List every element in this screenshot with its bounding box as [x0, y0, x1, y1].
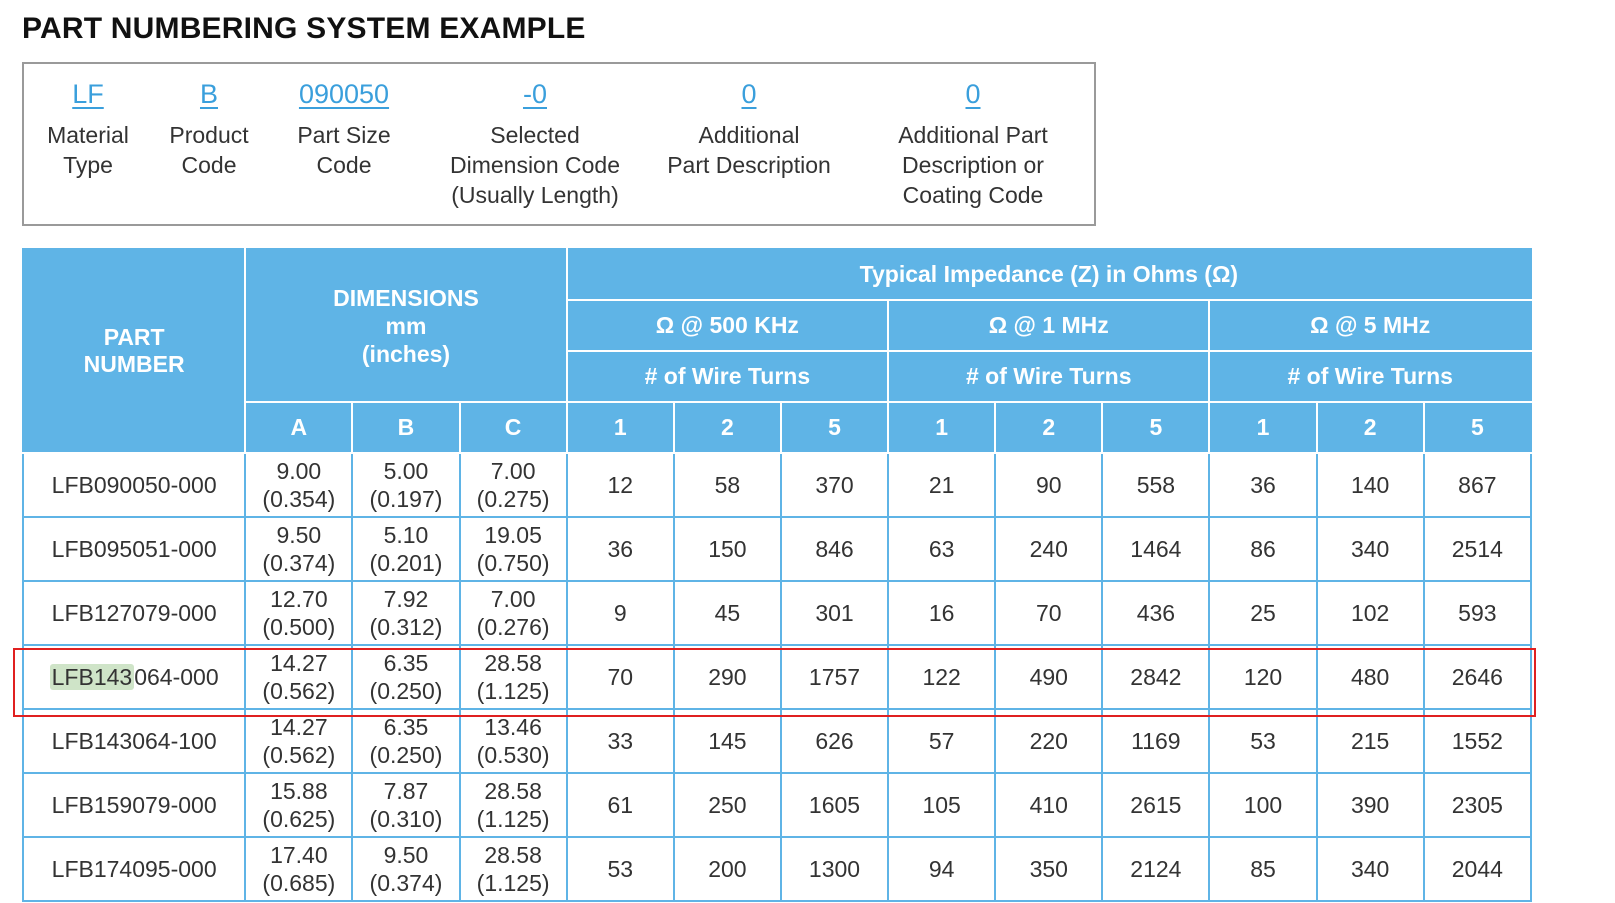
impedance-cell: 2124: [1102, 837, 1209, 901]
turn-col: 1: [888, 402, 995, 453]
dimension-inches: (0.685): [262, 870, 336, 896]
dimension-inches: (0.275): [476, 486, 550, 512]
turn-col: 1: [1209, 402, 1316, 453]
impedance-cell: 25: [1209, 581, 1316, 645]
page-title: PART NUMBERING SYSTEM EXAMPLE: [22, 12, 586, 45]
freq-header-5mhz: Ω @ 5 MHz: [1209, 300, 1531, 351]
dimension-cell: [460, 709, 567, 773]
table-row: [23, 581, 1531, 645]
impedance-cell: 33: [567, 709, 674, 773]
impedance-cell: 61: [567, 773, 674, 837]
dimension-inches: (1.125): [476, 806, 550, 832]
example-part-size-code: [297, 76, 390, 180]
impedance-cell: 340: [1317, 837, 1424, 901]
impedance-cell: 150: [674, 517, 781, 581]
impedance-cell: 2842: [1102, 645, 1209, 709]
example-code[interactable]: B: [199, 79, 219, 109]
impedance-cell: 250: [674, 773, 781, 837]
impedance-cell: 215: [1317, 709, 1424, 773]
dimension-mm: 13.46: [484, 714, 542, 740]
part-number-cell[interactable]: LFB095051-000: [23, 517, 245, 581]
dimension-mm: 7.00: [490, 458, 536, 484]
impedance-cell: 36: [567, 517, 674, 581]
example-desc: Part Size Code: [297, 122, 391, 178]
dimension-mm: 15.88: [270, 778, 328, 804]
table-row: [23, 453, 1531, 517]
impedance-cell: 1757: [781, 645, 888, 709]
dimension-cell: [245, 581, 352, 645]
dimension-inches: (1.125): [476, 870, 550, 896]
turn-col: 2: [995, 402, 1102, 453]
freq-header-500khz: Ω @ 500 KHz: [567, 300, 888, 351]
impedance-cell: 122: [888, 645, 995, 709]
dimension-mm: 28.58: [484, 650, 542, 676]
impedance-cell: 145: [674, 709, 781, 773]
impedance-cell: 390: [1317, 773, 1424, 837]
impedance-cell: 12: [567, 453, 674, 517]
impedance-cell: 2305: [1424, 773, 1531, 837]
dimension-inches: (0.276): [476, 614, 550, 640]
impedance-cell: 370: [781, 453, 888, 517]
dimension-inches: (1.125): [476, 678, 550, 704]
dimension-mm: 9.50: [276, 522, 322, 548]
impedance-cell: 410: [995, 773, 1102, 837]
dimension-mm: 5.00: [383, 458, 429, 484]
dimension-mm: 28.58: [484, 842, 542, 868]
turn-col: 5: [1102, 402, 1209, 453]
impedance-cell: 21: [888, 453, 995, 517]
table-row: [23, 709, 1531, 773]
impedance-cell: 100: [1209, 773, 1316, 837]
dimension-inches: (0.197): [369, 486, 443, 512]
dimension-inches: (0.750): [476, 550, 550, 576]
impedance-cell: 120: [1209, 645, 1316, 709]
dimension-cell: [245, 645, 352, 709]
dimension-cell: [352, 645, 459, 709]
example-desc: Additional Part Description: [667, 122, 831, 178]
impedance-cell: 480: [1317, 645, 1424, 709]
impedance-cell: 58: [674, 453, 781, 517]
dimension-inches: (0.625): [262, 806, 336, 832]
part-number-cell[interactable]: LFB090050-000: [23, 453, 245, 517]
search-match-highlight: LFB143: [51, 664, 133, 690]
dimension-cell: [352, 581, 459, 645]
turn-col: 5: [1424, 402, 1531, 453]
impedance-cell: 220: [995, 709, 1102, 773]
impedance-cell: 53: [1209, 709, 1316, 773]
example-code[interactable]: 090050: [298, 79, 390, 109]
example-product-code: [169, 76, 248, 180]
impedance-cell: 626: [781, 709, 888, 773]
dimension-inches: (0.500): [262, 614, 336, 640]
impedance-cell: 70: [567, 645, 674, 709]
impedance-cell: 1605: [781, 773, 888, 837]
dimension-cell: [460, 581, 567, 645]
dimension-inches: (0.530): [476, 742, 550, 768]
dimension-mm: 7.00: [490, 586, 536, 612]
impedance-cell: 16: [888, 581, 995, 645]
dimension-inches: (0.250): [369, 678, 443, 704]
impedance-cell: 593: [1424, 581, 1531, 645]
part-numbering-example: [22, 62, 1096, 226]
dimension-mm: 7.87: [383, 778, 429, 804]
turns-header: # of Wire Turns: [888, 351, 1209, 402]
impedance-cell: 558: [1102, 453, 1209, 517]
impedance-cell: 1300: [781, 837, 888, 901]
impedance-cell: 70: [995, 581, 1102, 645]
turn-col: 5: [781, 402, 888, 453]
dimension-inches: (0.374): [369, 870, 443, 896]
part-number-rest: 064-000: [134, 664, 219, 690]
example-code[interactable]: 0: [741, 79, 757, 109]
example-desc: Additional Part Description or Coating Code: [898, 122, 1048, 208]
dimension-cell: [352, 709, 459, 773]
dimension-cell: [245, 709, 352, 773]
impedance-cell: 102: [1317, 581, 1424, 645]
part-number-cell[interactable]: [23, 645, 245, 709]
dimensions-header: DIMENSIONS mm (inches): [245, 249, 566, 402]
table-row: [23, 837, 1531, 901]
impedance-cell: 301: [781, 581, 888, 645]
turns-header: # of Wire Turns: [567, 351, 888, 402]
turn-col: 2: [1317, 402, 1424, 453]
dimension-cell: [460, 645, 567, 709]
impedance-cell: 1464: [1102, 517, 1209, 581]
dimension-cell: [460, 453, 567, 517]
table-body: [23, 453, 1531, 901]
impedance-header: Typical Impedance (Z) in Ohms (Ω): [567, 249, 1531, 300]
impedance-cell: 290: [674, 645, 781, 709]
impedance-cell: 436: [1102, 581, 1209, 645]
dimension-cell: [352, 453, 459, 517]
example-coating-code: [898, 76, 1048, 210]
impedance-cell: 2044: [1424, 837, 1531, 901]
dimension-mm: 17.40: [270, 842, 328, 868]
dimension-inches: (0.374): [262, 550, 336, 576]
example-desc: Selected Dimension Code (Usually Length): [449, 122, 621, 208]
impedance-cell: 63: [888, 517, 995, 581]
impedance-cell: 53: [567, 837, 674, 901]
impedance-cell: 9: [567, 581, 674, 645]
dimension-inches: (0.354): [262, 486, 336, 512]
dimension-cell: [245, 453, 352, 517]
impedance-cell: 846: [781, 517, 888, 581]
impedance-cell: 240: [995, 517, 1102, 581]
dimension-cell: [245, 517, 352, 581]
impedance-cell: 86: [1209, 517, 1316, 581]
impedance-spec-table: [22, 248, 1532, 902]
dimension-mm: 5.10: [383, 522, 429, 548]
impedance-cell: 2646: [1424, 645, 1531, 709]
impedance-cell: 867: [1424, 453, 1531, 517]
dimension-mm: 7.92: [383, 586, 429, 612]
impedance-cell: 350: [995, 837, 1102, 901]
dimension-cell: [460, 773, 567, 837]
impedance-cell: 1169: [1102, 709, 1209, 773]
dimension-mm: 14.27: [270, 650, 328, 676]
part-number-header: PART NUMBER: [23, 249, 245, 453]
dimension-cell: [352, 837, 459, 901]
dimension-cell: [245, 773, 352, 837]
impedance-cell: 340: [1317, 517, 1424, 581]
part-number-cell[interactable]: LFB127079-000: [23, 581, 245, 645]
dimension-cell: [352, 517, 459, 581]
impedance-cell: 2514: [1424, 517, 1531, 581]
turns-header: # of Wire Turns: [1209, 351, 1531, 402]
impedance-cell: 2615: [1102, 773, 1209, 837]
example-code[interactable]: 0: [965, 79, 981, 109]
dimension-mm: 12.70: [270, 586, 328, 612]
example-code[interactable]: -0: [522, 79, 547, 109]
impedance-cell: 90: [995, 453, 1102, 517]
dimension-cell: [460, 517, 567, 581]
dimension-inches: (0.201): [369, 550, 443, 576]
part-number-cell[interactable]: LFB174095-000: [23, 837, 245, 901]
example-material-type: [47, 76, 129, 180]
dim-col-b: B: [352, 402, 459, 453]
freq-header-1mhz: Ω @ 1 MHz: [888, 300, 1209, 351]
dimension-cell: [460, 837, 567, 901]
impedance-cell: 140: [1317, 453, 1424, 517]
table-row: [23, 645, 1531, 709]
impedance-cell: 1552: [1424, 709, 1531, 773]
impedance-cell: 490: [995, 645, 1102, 709]
dimension-mm: 14.27: [270, 714, 328, 740]
impedance-cell: 45: [674, 581, 781, 645]
table-row: [23, 517, 1531, 581]
impedance-cell: 105: [888, 773, 995, 837]
dimension-cell: [245, 837, 352, 901]
dimension-inches: (0.312): [369, 614, 443, 640]
dimension-mm: 19.05: [484, 522, 542, 548]
impedance-cell: 36: [1209, 453, 1316, 517]
example-additional-description: [667, 76, 831, 180]
dim-col-a: A: [245, 402, 352, 453]
example-desc: Material Type: [47, 122, 129, 178]
dimension-mm: 9.50: [383, 842, 429, 868]
impedance-cell: 200: [674, 837, 781, 901]
dimension-mm: 28.58: [484, 778, 542, 804]
impedance-cell: 94: [888, 837, 995, 901]
table-row: [23, 773, 1531, 837]
dimension-mm: 9.00: [276, 458, 322, 484]
example-dimension-code: [450, 76, 620, 210]
dimension-inches: (0.310): [369, 806, 443, 832]
impedance-cell: 57: [888, 709, 995, 773]
dimension-mm: 6.35: [383, 714, 429, 740]
dimension-cell: [352, 773, 459, 837]
part-number-cell[interactable]: LFB159079-000: [23, 773, 245, 837]
dimension-inches: (0.562): [262, 678, 336, 704]
part-number-cell[interactable]: LFB143064-100: [23, 709, 245, 773]
turn-col: 2: [674, 402, 781, 453]
dimension-inches: (0.250): [369, 742, 443, 768]
impedance-cell: 85: [1209, 837, 1316, 901]
turn-col: 1: [567, 402, 674, 453]
dim-col-c: C: [460, 402, 567, 453]
example-code[interactable]: LF: [72, 79, 104, 109]
example-desc: Product Code: [169, 122, 249, 178]
dimension-mm: 6.35: [383, 650, 429, 676]
dimension-inches: (0.562): [262, 742, 336, 768]
